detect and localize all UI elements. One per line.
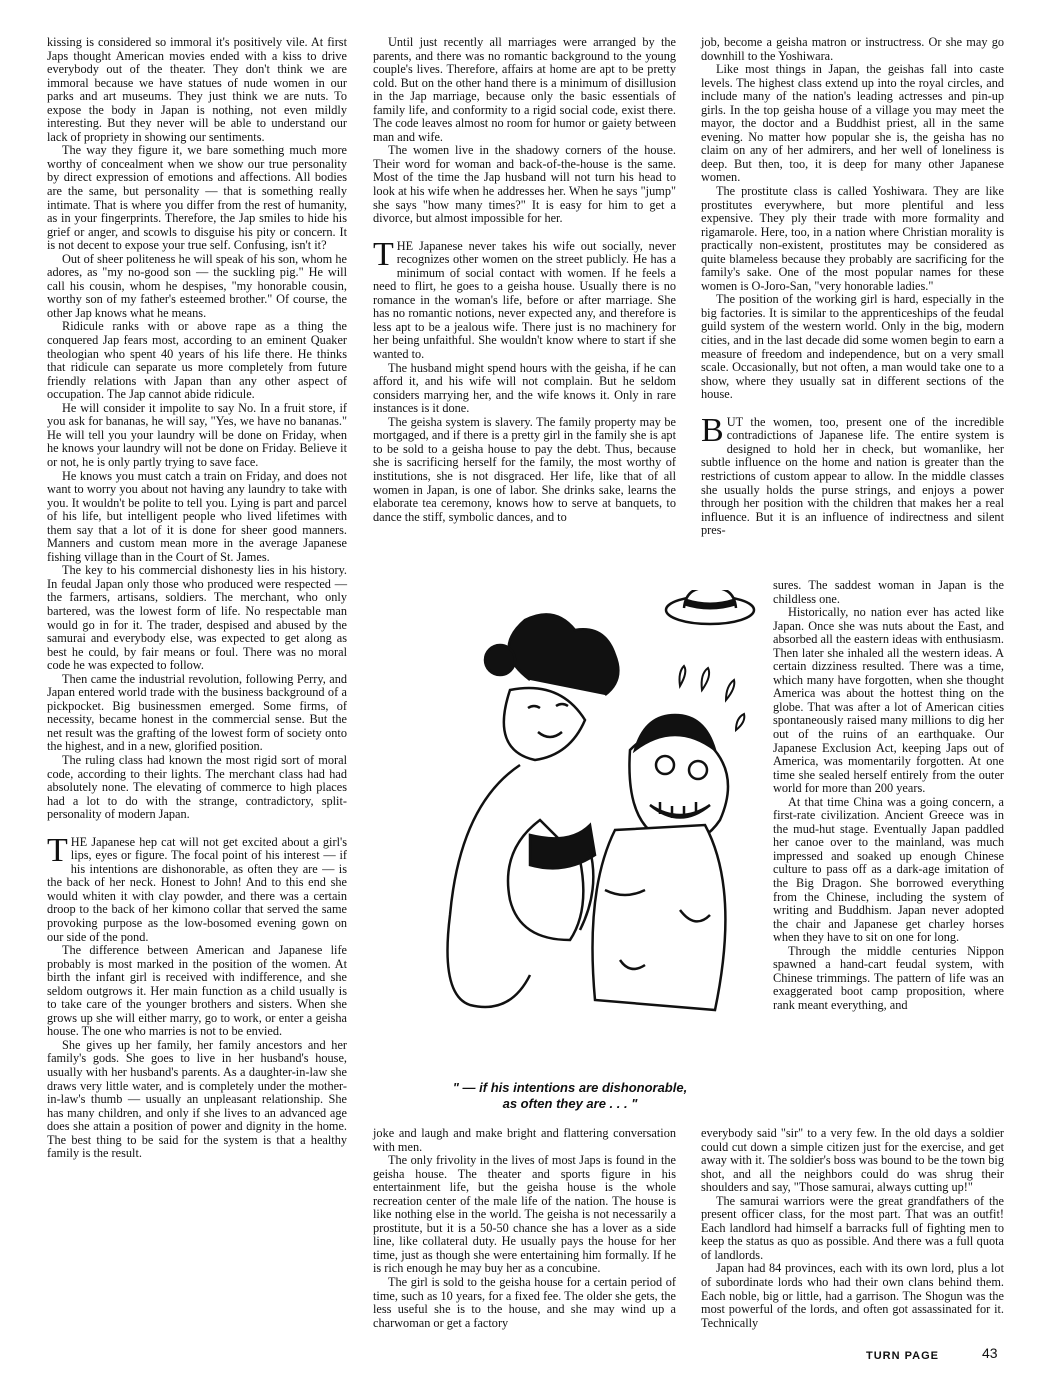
- column-left: [47, 36, 347, 1161]
- paragraph: joke and laugh and make bright and flattering conversation with men.: [373, 1126, 676, 1154]
- paragraph: Like most things in Japan, the geishas fall into caste levels. The highest class extend up into the royal circles, and include many of the nation's leading actresses and pin-up girls. In the top geisha house of a village you may meet the mayor, the doctor and a Buddhist priest, all in the same evening. No matter how popular she is, the geisha has no claim on any of her admirers, and her well of loneliness is deep. But then, too, it is deep for many other Japanese women.: [701, 62, 1004, 185]
- paragraph: The difference between American and Japanese life probably is most marked in the position of the women. At birth the infant girl is received with indifference, and she seldom outgrows it. Her main function as a child usually is to take care of the younger brothers and sisters. When she grows up she will either marry, go to work, or enter a geisha house. The one who marries is not to be envied.: [47, 943, 347, 1039]
- paragraph-text: UT the women, too, present one of the incredible contradictions of Japanese life. The entire system is designed to hold her in check, but womanlike, her subtle influence on the home and nation is greater than the restrictions of custom appear to allow. In the middle classes she usually holds the purse strings, and enjoys a power through her position with the children that makes her a real influence. But it is an influence of indirectness and silent pres-: [701, 414, 1004, 538]
- column-middle-bottom: [373, 1127, 676, 1330]
- paragraph: Through the middle centuries Nippon spawned a hand-cart feudal system, with Chinese trimmings. The pattern of life was an exaggerated boot camp proposition, where rank meant everything, and: [773, 943, 1004, 1012]
- caption-line: " — if his intentions are dishonorable,: [452, 1080, 688, 1095]
- paragraph: The position of the working girl is hard, especially in the big factories. It is similar to the apprenticeships of the feudal guild system of the western world. Only in the big, modern cities, and in the last decade did some women begin to earn a measure of freedom and independence, but on a very small scale. Occasionally, but not often, a man would take one to a show, where they usually sat in different sections of the house.: [701, 292, 1004, 402]
- column-right-narrow: [773, 579, 1004, 1013]
- drop-cap: T: [373, 235, 394, 273]
- paragraph-dropcap: [373, 235, 676, 362]
- paragraph: The women live in the shadowy corners of the house. Their word for woman and back-of-the-house is the same. Most of the time the Jap husband will not turn his head to look at his wife when he addresses her. When he says "jump" she says "how many times?" It is easy for him to get a divorce, but almost impossible for her.: [373, 143, 676, 226]
- page-number: 43: [982, 1345, 998, 1361]
- paragraph-dropcap: [47, 831, 347, 944]
- paragraph: The ruling class had known the most rigid sort of moral code, according to their lights. The merchant class had had absolutely none. The elevating of commerce to high places had a lot to do with the strange, contradictory, split-personality of modern Japan.: [47, 752, 347, 822]
- turn-page-label[interactable]: TURN PAGE: [866, 1350, 939, 1362]
- paragraph: The girl is sold to the geisha house for a certain period of time, such as 10 years, for a fixed fee. The older she gets, the less useful she is to the house, and she may wind up a charwoman or get a factory: [373, 1275, 676, 1330]
- paragraph: Historically, no nation ever has acted like Japan. Once she was nuts about the East, and absorbed all the eastern ideas with enthusiasm. Then later she inhaled all the western ideas. A certain dizziness resulted. There was a time, which many have forgotten, when she thought America was about the hottest thing on the globe. That was after a lot of American cities spontaneously raised many millions to dig her out of the ruins of an earthquake. Our Japanese Exclusion Act, keeping Japs out of America, was momentarily forgotten. At one time she sealed herself entirely from the outer world for more than 200 years.: [773, 605, 1004, 796]
- paragraph: kissing is considered so immoral it's positively vile. At first Japs thought American movies ended with a kiss to drive everybody out of the theater. They don't think we are immoral because we have statues of nude women in our parks and art museums. They just think we are nuts. To expose the body in Japan is nothing, not even mildly interesting. But they never will be able to understand our lack of propriety in showing our sentiments.: [47, 35, 347, 144]
- paragraph: Until just recently all marriages were arranged by the parents, and there was no romantic background to the young couple's lives. Therefore, affairs at home are apt to be pretty cold. But on the other hand there is a minimum of disillusion in the Jap marriage, because only the basic essentials of family life, and conformity to a rigid social code, exist there. The code leaves almost no room for humor or gaiety between man and wife.: [373, 35, 676, 144]
- paragraph: The key to his commercial dishonesty lies in his history. In feudal Japan only those who produced were respected — the farmers, artisans, soldiers. The merchant, who only bartered, was the lowest form of life. No respectable man would go in for it. The trader, despised and abused by the samurai and everybody else, was expected to get along as best he could, by fair means or foul. There was no moral code he was expected to follow.: [47, 563, 347, 673]
- column-middle-top: [373, 36, 676, 524]
- paragraph: Ridicule ranks with or above rape as a thing the conquered Jap fears most, according to an eminent Quaker theologian who spent 40 years of his life there. He thinks that ridicule can separate us more completely from future friendly relations with Japan than any other aspect of occupation. The Jap cannot abide ridicule.: [47, 319, 347, 402]
- cartoon-caption: [420, 1080, 720, 1112]
- paragraph-text: HE Japanese hep cat will not get excited about a girl's lips, eyes or figure. The focal point of his interest — if his intentions are dishonorable, as often they are — is the back of her neck. Honest to John! And to this end she would whiten it with clay powder, and there was a certain droop to the back of her kimono collar that served the same provoking purpose as the low-bosomed evening gown on our side of the pond.: [47, 834, 347, 944]
- paragraph: At that time China was a going concern, a first-rate civilization. Ancient Greece was in the mud-hut stage. Eventually Japan paddled her canoe over to the mainland, was much impressed and soaked up enough Chinese culture to pass off as a dark-age imitation of the Big Dragon. She borrowed everything from the Chinese, including the system of writing and Buddhism. Japan never adopted the chair and Japanese get charley horses when they have to sit on one for long.: [773, 794, 1004, 945]
- paragraph: She gives up her family, her family ancestors and her family's gods. She goes to live in her husband's house, usually with her husband's parents. As a daughter-in-law she draws very little water, and is completely under the mother-in-law's thumb — usually an unpleasant relationship. She has many children, and only if she lives to an advanced age does she attain a position of power and dignity in the home. The best thing to be said for the system is that a healthy family is the result.: [47, 1037, 347, 1161]
- paragraph: The samurai warriors were the great grandfathers of the present officer class, for the most part. That was an outfit! Each landlord had himself a barracks full of fighting men to keep the status as quo as possible. And there was a full quota of landlords.: [701, 1193, 1004, 1262]
- drop-cap: B: [701, 411, 724, 449]
- drop-cap: T: [47, 831, 68, 869]
- paragraph: He will consider it impolite to say No. In a fruit store, if you ask for bananas, he will say, "Yes, we have no bananas." He will tell you your laundry will be done on Friday, when he knows your laundry will not be done on Friday. Believe it or not, he is only partly trying to save face.: [47, 400, 347, 469]
- grinning-man-figure: [593, 715, 729, 1010]
- paragraph: The prostitute class is called Yoshiwara. They are like prostitutes everywhere, but more plentiful and less expensive. They ply their trade with more formality and rigamarole. Here, too, in a nation where Christian morality is practically non-existent, prostitutes may be considered as quite blameless because they probably are sacrificing for the family's sake. One of the most popular names for these women is O-Joro-San, "very honorable ladies.": [701, 184, 1004, 293]
- paragraph: Out of sheer politeness he will speak of his son, whom he adores, as "my no-good son — the suckling pig." He will call his cousin, whom he despises, "my honorable cousin, worthy son of my father's esteemed brother." Of course, the other Jap knows what he means.: [47, 251, 347, 320]
- paragraph: The way they figure it, we bare something much more worthy of concealment when we show our true personality by direct expression of emotions and affections. All bodies are the same, but personality — that is something really intimate. That is where you differ from the rest of humanity, as in your fingerprints. Therefore, the Jap smiles to hide his grief or anger, and scowls to disguise his pity or concern. It is not decent to expose your true self. Confusing, isn't it?: [47, 143, 347, 253]
- paragraph-text: HE Japanese never takes his wife out socially, never recognizes other women on the street publicly. He has a minimum of social contact with women. If he feels a need to flirt, he goes to a geisha house. Usually there is no romance in the woman's life, before or after marriage. She has no romantic notions, never expected any, and therefore is less apt to be a jealous wife. There just is no machinery for her being unfaithful. She wouldn't know where to start if she wanted to.: [373, 238, 676, 362]
- paragraph: He knows you must catch a train on Friday, and does not want to worry you about not having any laundry to take with you. It wouldn't be polite to tell you. Lying is part and parcel of his life, but intelligent people who lived lifetimes with them say that a lot of it is done for sheer good manners. Manners and custom mean more in the average Japanese fishing village than in the Court of St. James.: [47, 468, 347, 564]
- paragraph: Japan had 84 provinces, each with its own lord, plus a lot of subordinate lords who had their own clans behind them. Each noble, big or little, had a garrison. The Shogun was the most powerful of the lords, and often got assassinated for it. Technically: [701, 1261, 1004, 1330]
- paragraph: Then came the industrial revolution, following Perry, and Japan entered world trade with the business background of a pickpocket. Big businessmen emerged. Some firms, of necessity, became honest in the commercial sense. But the net result was the grafting of the lowest form of society onto the highest, and in a new, glorified position.: [47, 671, 347, 754]
- paragraph: everybody said "sir" to a very few. In the old days a soldier could cut down a simple citizen just for the exercise, and get away with it. The soldier's boss was bound to be the town big shot, and all the neighbors could do was shrug their shoulders and say, "Those samurai, always cutting up!": [701, 1126, 1004, 1195]
- paragraph: sures. The saddest woman in Japan is the childless one.: [773, 578, 1004, 606]
- column-right-top: [701, 36, 1004, 538]
- caption-line: as often they are . . . ": [502, 1096, 638, 1111]
- paragraph: job, become a geisha matron or instructress. Or she may go downhill to the Yoshiwara.: [701, 35, 1004, 63]
- column-right-bottom: [701, 1127, 1004, 1330]
- paragraph: The only frivolity in the lives of most Japs is found in the geisha house. The theater and sports figure in his entertainment life, but the geisha house is the whole recreation center of the male life of the nation. The house is like nothing else in the world. The geisha is not necessarily a prostitute, but it is a 50-50 chance she has a lover as a side line, like collateral duty. He usually pays the house for her time, just as though she were entertaining him formally. If he is rich enough he may buy her as a concubine.: [373, 1153, 676, 1276]
- paragraph: The husband might spend hours with the geisha, if he can afford it, and his wife will not complain. But he seldom considers marrying her, and the wife knows it. Only in rare instances is it done.: [373, 360, 676, 416]
- cartoon-illustration: [380, 590, 760, 1050]
- paragraph: The geisha system is slavery. The family property may be mortgaged, and if there is a pretty girl in the family she is apt to be sold to a geisha house to pay the debt. Thus, because she is sacrificing herself for the family, the most worthy of institutions, she is not disgraced. Her life, like that of all women in Japan, is one of labor. She drinks sake, learns the elaborate tea ceremony, knows how to serve at banquets, to dance the stiff, symbolic dances, and to: [373, 414, 676, 524]
- paragraph-dropcap: [701, 411, 1004, 538]
- flying-hat-icon: [666, 590, 754, 624]
